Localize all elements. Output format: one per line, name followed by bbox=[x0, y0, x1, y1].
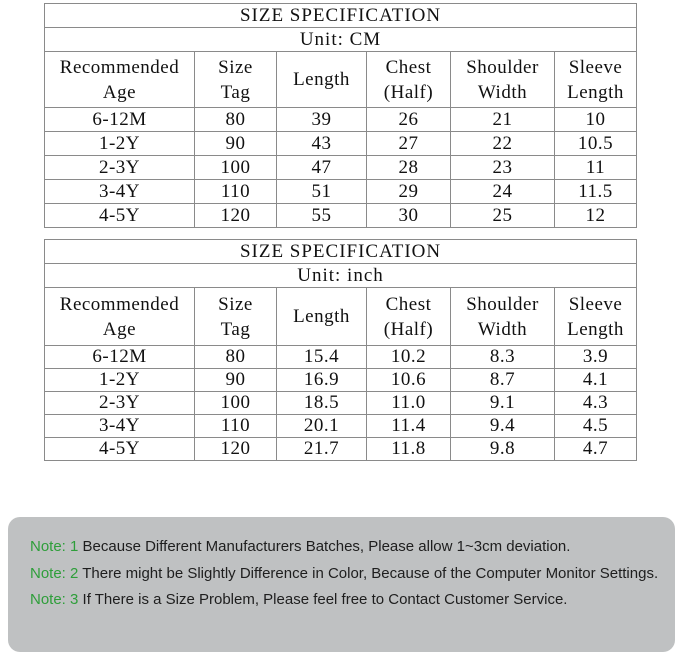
table-cell: 100 bbox=[195, 156, 277, 180]
table-cell: 25 bbox=[451, 204, 555, 228]
table-cell: 11.5 bbox=[555, 180, 637, 204]
table-cell: 24 bbox=[451, 180, 555, 204]
column-header-chest: Chest (Half) bbox=[367, 52, 451, 108]
table-cell: 11.4 bbox=[367, 415, 451, 438]
column-header-age: Recommended Age bbox=[45, 52, 195, 108]
table-cell: 4-5Y bbox=[45, 438, 195, 461]
table-cell: 2-3Y bbox=[45, 392, 195, 415]
table-unit-label: Unit: inch bbox=[45, 264, 637, 288]
table-cell: 6-12M bbox=[45, 346, 195, 369]
table-cell: 10.2 bbox=[367, 346, 451, 369]
column-header-chest: Chest (Half) bbox=[367, 288, 451, 346]
table-cell: 30 bbox=[367, 204, 451, 228]
table-cell: 18.5 bbox=[277, 392, 367, 415]
table-cell: 21.7 bbox=[277, 438, 367, 461]
table-cell: 21 bbox=[451, 108, 555, 132]
table-cell: 90 bbox=[195, 132, 277, 156]
table-cell: 80 bbox=[195, 346, 277, 369]
table-cell: 11 bbox=[555, 156, 637, 180]
table-row bbox=[45, 415, 637, 438]
column-header-age: Recommended Age bbox=[45, 288, 195, 346]
note-2 bbox=[30, 561, 675, 588]
table-row bbox=[45, 180, 637, 204]
note-1 bbox=[30, 534, 675, 561]
note-text: If There is a Size Problem, Please feel free to Contact Customer Service. bbox=[78, 591, 568, 608]
column-header-length: Length bbox=[277, 288, 367, 346]
size-table-inch bbox=[44, 239, 637, 461]
column-header-size-tag: Size Tag bbox=[195, 52, 277, 108]
table-cell: 11.8 bbox=[367, 438, 451, 461]
table-cell: 110 bbox=[195, 180, 277, 204]
table-cell: 15.4 bbox=[277, 346, 367, 369]
column-header-shoulder: Shoulder Width bbox=[451, 52, 555, 108]
table-cell: 16.9 bbox=[277, 369, 367, 392]
table-cell: 80 bbox=[195, 108, 277, 132]
column-header-sleeve: Sleeve Length bbox=[555, 52, 637, 108]
table-cell: 120 bbox=[195, 438, 277, 461]
table-cell: 6-12M bbox=[45, 108, 195, 132]
table-cell: 4.7 bbox=[555, 438, 637, 461]
note-label: Note: 2 bbox=[30, 564, 79, 582]
table-cell: 10.6 bbox=[367, 369, 451, 392]
table-cell: 8.7 bbox=[451, 369, 555, 392]
table-cell: 10.5 bbox=[555, 132, 637, 156]
table-cell: 9.8 bbox=[451, 438, 555, 461]
table-cell: 90 bbox=[195, 369, 277, 392]
note-3 bbox=[30, 587, 675, 614]
table-row bbox=[45, 438, 637, 461]
table-cell: 2-3Y bbox=[45, 156, 195, 180]
table-row bbox=[45, 108, 637, 132]
table-cell: 4.1 bbox=[555, 369, 637, 392]
column-header-size-tag: Size Tag bbox=[195, 288, 277, 346]
table-cell: 9.4 bbox=[451, 415, 555, 438]
size-table-cm bbox=[44, 3, 637, 228]
table-row bbox=[45, 392, 637, 415]
table-cell: 26 bbox=[367, 108, 451, 132]
table-cell: 11.0 bbox=[367, 392, 451, 415]
table-cell: 100 bbox=[195, 392, 277, 415]
table-row bbox=[45, 204, 637, 228]
table-cell: 120 bbox=[195, 204, 277, 228]
note-label: Note: 3 bbox=[30, 591, 79, 608]
notes-panel bbox=[8, 517, 675, 652]
table-cell: 22 bbox=[451, 132, 555, 156]
table-cell: 4.3 bbox=[555, 392, 637, 415]
column-header-length: Length bbox=[277, 52, 367, 108]
table-cell: 3-4Y bbox=[45, 180, 195, 204]
table-cell: 10 bbox=[555, 108, 637, 132]
column-header-sleeve: Sleeve Length bbox=[555, 288, 637, 346]
table-cell: 27 bbox=[367, 132, 451, 156]
table-cell: 23 bbox=[451, 156, 555, 180]
table-row bbox=[45, 369, 637, 392]
table-cell: 4-5Y bbox=[45, 204, 195, 228]
table-cell: 9.1 bbox=[451, 392, 555, 415]
table-row bbox=[45, 132, 637, 156]
table-cell: 8.3 bbox=[451, 346, 555, 369]
table-cell: 47 bbox=[277, 156, 367, 180]
table-cell: 29 bbox=[367, 180, 451, 204]
table-cell: 110 bbox=[195, 415, 277, 438]
table-unit-label: Unit: CM bbox=[45, 28, 637, 52]
column-header-shoulder: Shoulder Width bbox=[451, 288, 555, 346]
table-cell: 20.1 bbox=[277, 415, 367, 438]
table-row bbox=[45, 156, 637, 180]
table-cell: 3.9 bbox=[555, 346, 637, 369]
table-cell: 1-2Y bbox=[45, 369, 195, 392]
table-title: SIZE SPECIFICATION bbox=[45, 4, 637, 28]
table-cell: 3-4Y bbox=[45, 415, 195, 438]
table-row bbox=[45, 346, 637, 369]
table-cell: 51 bbox=[277, 180, 367, 204]
table-cell: 55 bbox=[277, 204, 367, 228]
table-cell: 4.5 bbox=[555, 415, 637, 438]
note-text: There might be Slightly Difference in Color, Because of the Computer Monitor Settings. bbox=[78, 564, 659, 582]
table-cell: 1-2Y bbox=[45, 132, 195, 156]
table-cell: 39 bbox=[277, 108, 367, 132]
table-cell: 28 bbox=[367, 156, 451, 180]
note-label: Note: 1 bbox=[30, 538, 79, 555]
table-cell: 43 bbox=[277, 132, 367, 156]
table-title: SIZE SPECIFICATION bbox=[45, 240, 637, 264]
table-cell: 12 bbox=[555, 204, 637, 228]
note-text: Because Different Manufacturers Batches, Please allow 1~3cm deviation. bbox=[78, 538, 571, 555]
